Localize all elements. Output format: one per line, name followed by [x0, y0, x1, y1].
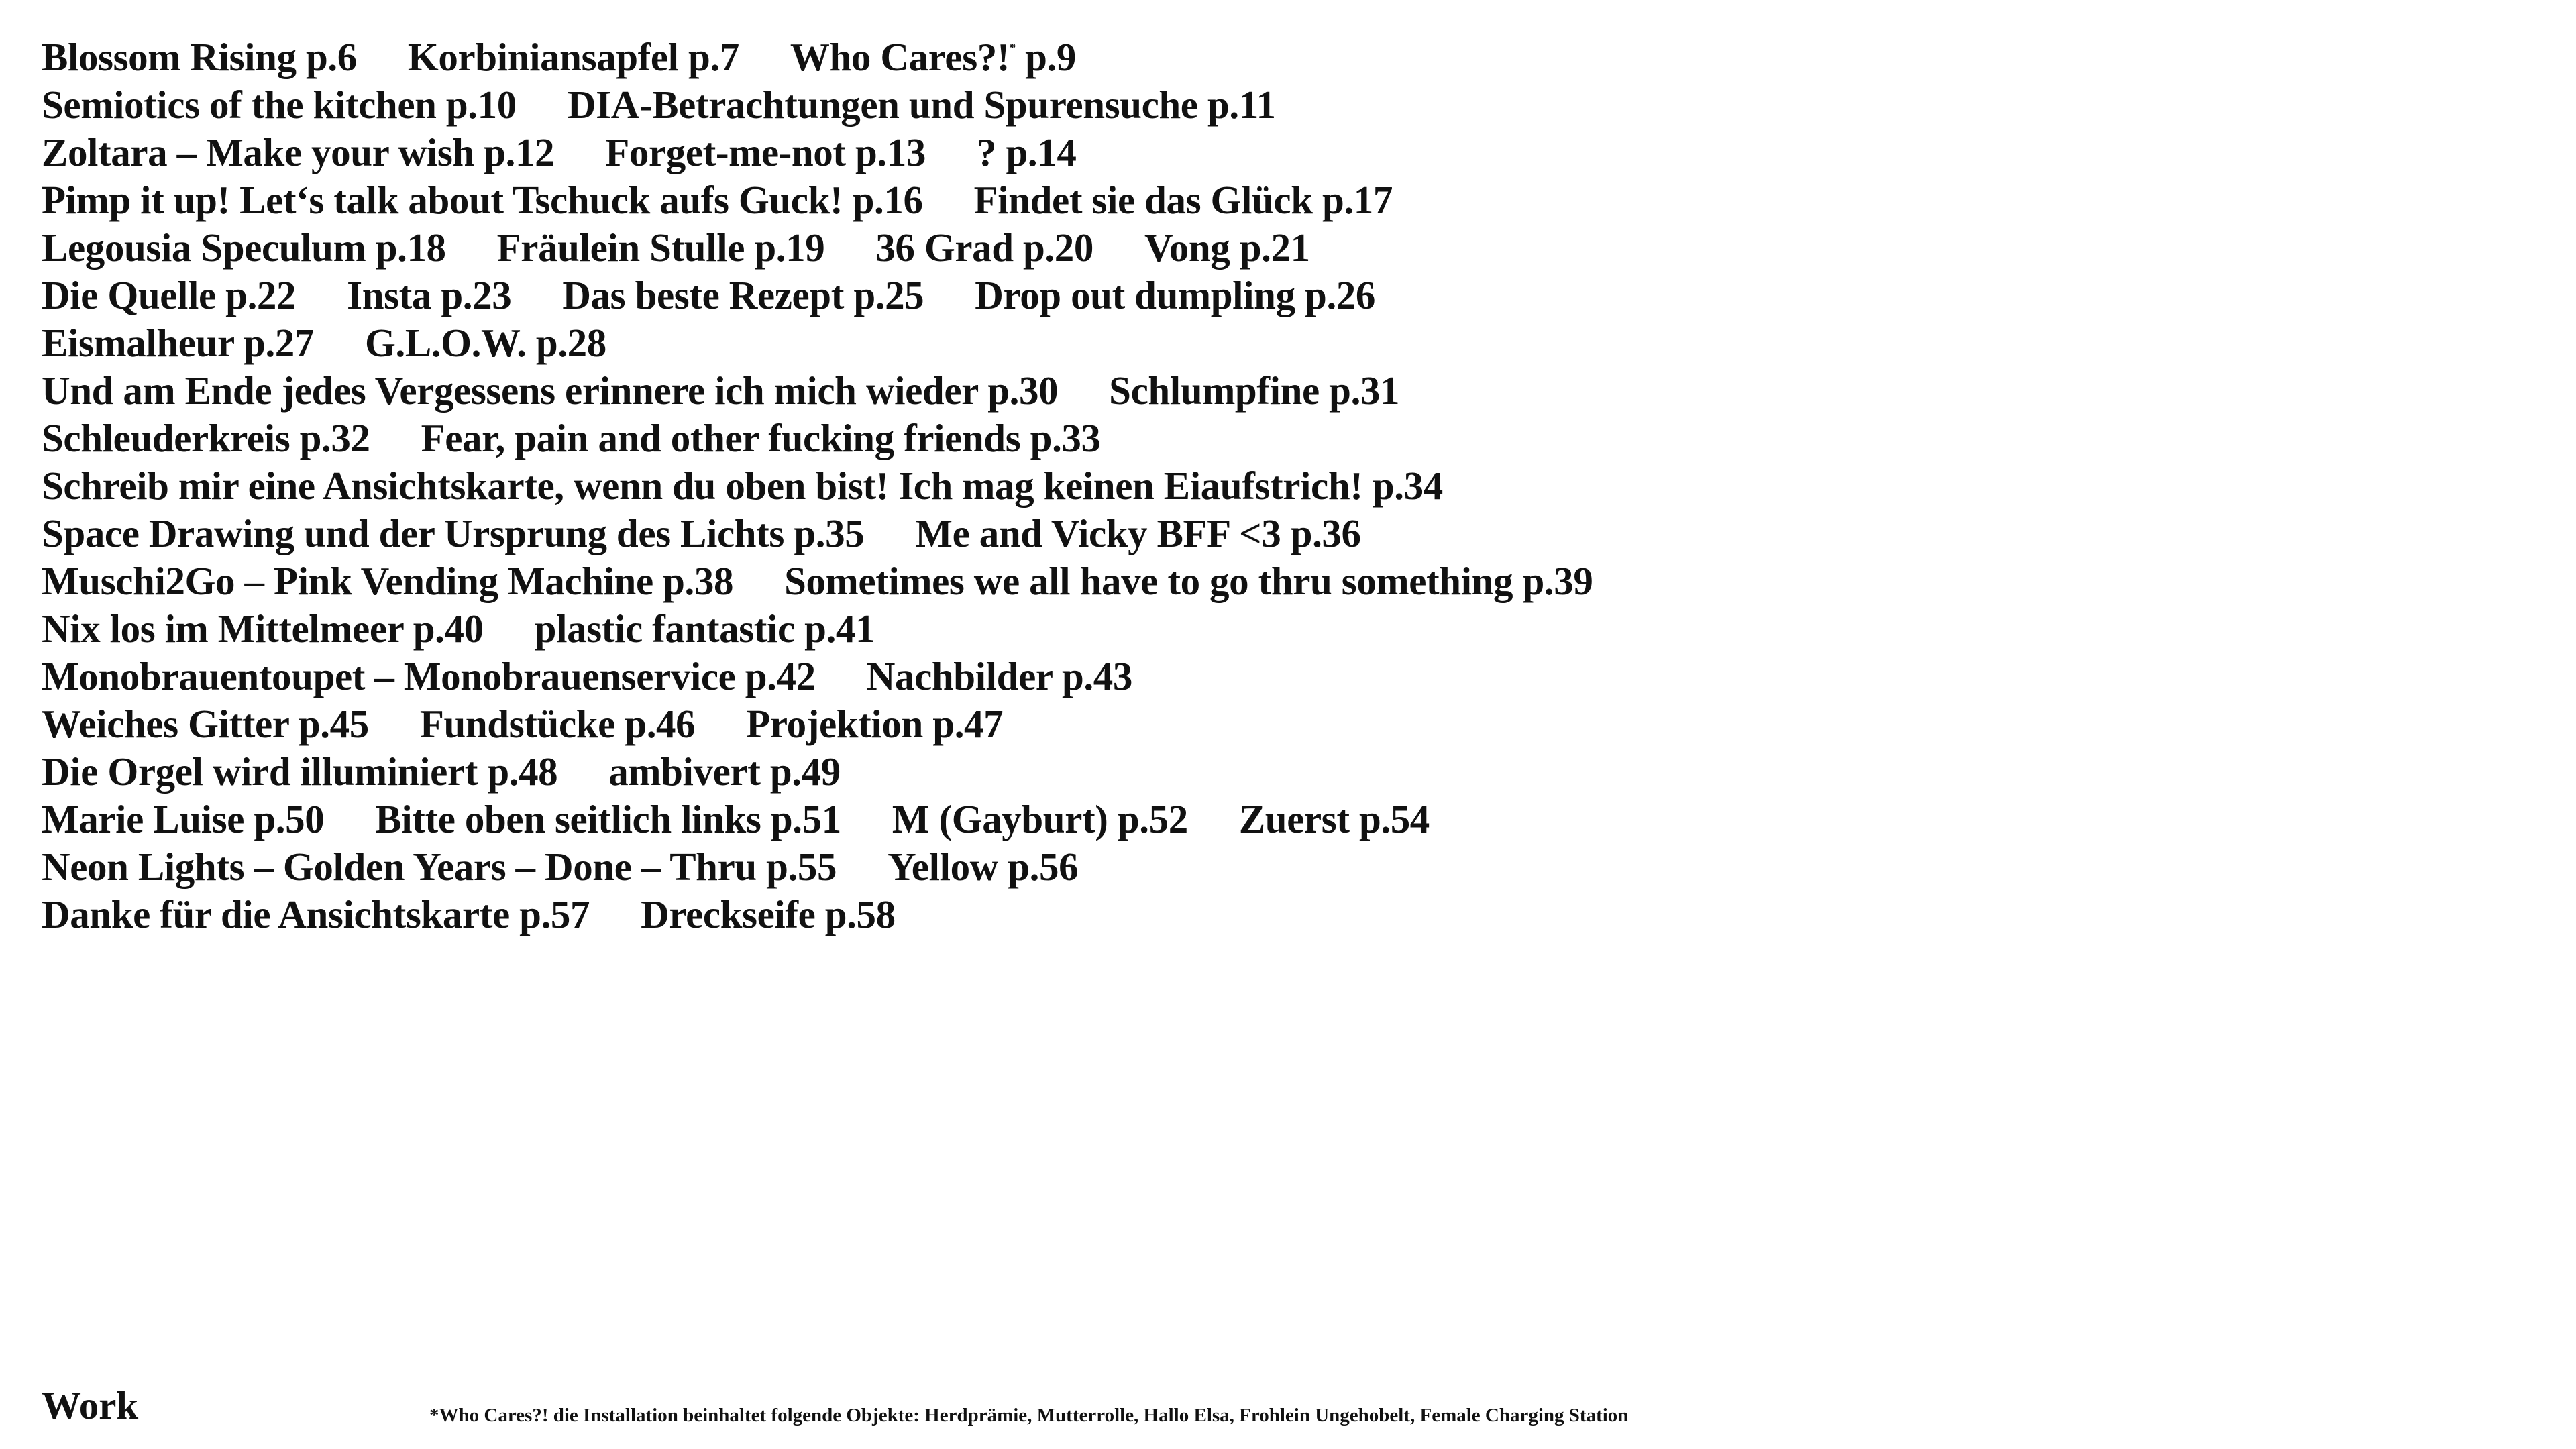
footnote: *Who Cares?! die Installation beinhaltet folgende Objekte: Herdprämie, Mutterrolle, Hallo Elsa, Frohlein Ungehobelt, Female Charging Station: [429, 1405, 1629, 1426]
toc-entry[interactable]: [875, 224, 1093, 272]
entry-title: Drop out dumpling: [975, 273, 1295, 317]
entry-page: p.11: [1207, 83, 1276, 127]
toc-line: [42, 272, 2524, 319]
entry-title: Nix los im Mittelmeer: [42, 606, 404, 651]
toc-entry[interactable]: [605, 129, 926, 176]
entry-title: Korbiniansapfel: [407, 35, 679, 79]
entry-title: Blossom Rising: [42, 35, 297, 79]
entry-title: Fräulein Stulle: [496, 225, 745, 270]
entry-page: p.49: [769, 749, 841, 794]
toc-entry[interactable]: [42, 605, 484, 653]
entry-page: p.54: [1358, 797, 1430, 841]
entry-page: p.55: [766, 845, 837, 889]
entry-page: p.39: [1522, 559, 1593, 603]
entry-title: Legousia Speculum: [42, 225, 366, 270]
toc-line: [42, 891, 2524, 938]
entry-page: p.16: [852, 178, 923, 222]
entry-title: Me and Vicky BFF <3: [915, 511, 1281, 555]
entry-title: Muschi2Go – Pink Vending Machine: [42, 559, 653, 603]
toc-line: [42, 129, 2524, 176]
toc-entry[interactable]: [42, 796, 324, 843]
entry-page: p.17: [1322, 178, 1393, 222]
entry-page: p.27: [244, 321, 315, 365]
entry-title: ambivert: [608, 749, 761, 794]
toc-line: [42, 796, 2524, 843]
entry-title: M (Gayburt): [892, 797, 1108, 841]
toc-entry[interactable]: [1144, 224, 1310, 272]
entry-title: plastic fantastic: [534, 606, 795, 651]
toc-entry[interactable]: [42, 176, 923, 224]
entry-title: Die Quelle: [42, 273, 216, 317]
toc-entry[interactable]: [42, 891, 590, 938]
toc-entry[interactable]: [42, 129, 554, 176]
entry-title: Sometimes we all have to go thru something: [784, 559, 1513, 603]
toc-entry[interactable]: [568, 81, 1276, 129]
toc-entry[interactable]: [42, 319, 314, 367]
entry-page: p.7: [688, 35, 739, 79]
toc-entry[interactable]: [421, 415, 1101, 462]
entry-page: p.40: [413, 606, 484, 651]
entry-title: Bitte oben seitlich links: [375, 797, 761, 841]
entry-title: Semiotics of the kitchen: [42, 83, 437, 127]
entry-page: p.32: [299, 416, 370, 460]
toc-entry[interactable]: [562, 272, 924, 319]
entry-title: Weiches Gitter: [42, 702, 289, 746]
toc-entry[interactable]: [790, 34, 1076, 81]
toc-entry[interactable]: [977, 129, 1076, 176]
toc-line: [42, 700, 2524, 748]
toc-entry[interactable]: [1109, 367, 1399, 415]
toc-entry[interactable]: [42, 557, 733, 605]
entry-title: Eismalheur: [42, 321, 234, 365]
toc-entry[interactable]: [42, 462, 1443, 510]
toc-entry[interactable]: [892, 796, 1188, 843]
toc-entry[interactable]: [408, 34, 739, 81]
entry-page: p.10: [445, 83, 517, 127]
entry-title: Who Cares?!: [790, 35, 1010, 79]
entry-page: p.35: [794, 511, 865, 555]
toc-line: [42, 224, 2524, 272]
entry-page: p.6: [306, 35, 357, 79]
toc-entry[interactable]: [42, 224, 446, 272]
entry-title: Findet sie das Glück: [973, 178, 1313, 222]
entry-title: Schlumpfine: [1109, 368, 1320, 413]
entry-page: p.56: [1008, 845, 1079, 889]
toc-line: [42, 34, 2524, 81]
entry-page: p.18: [375, 225, 446, 270]
entry-page: p.51: [770, 797, 841, 841]
toc-entry[interactable]: [42, 748, 557, 796]
entry-page: p.50: [254, 797, 325, 841]
entry-page: p.23: [441, 273, 512, 317]
entry-page: p.30: [987, 368, 1059, 413]
toc-entry[interactable]: [420, 700, 695, 748]
toc-entry[interactable]: [535, 605, 875, 653]
toc-entry[interactable]: [975, 272, 1375, 319]
entry-title: Schreib mir eine Ansichtskarte, wenn du oben bist! Ich mag keinen Eiaufstrich!: [42, 464, 1363, 508]
entry-page: p.47: [932, 702, 1004, 746]
entry-page: p.19: [754, 225, 825, 270]
entry-title: G.L.O.W.: [365, 321, 527, 365]
entry-page: p.12: [484, 130, 555, 174]
entry-page: p.31: [1329, 368, 1400, 413]
entry-page: p.9: [1025, 35, 1076, 79]
toc-entry[interactable]: [365, 319, 606, 367]
entry-page: p.34: [1372, 464, 1443, 508]
entry-title: Zoltara – Make your wish: [42, 130, 474, 174]
toc-entry[interactable]: [42, 367, 1058, 415]
entry-title: Yellow: [888, 845, 998, 889]
toc-entry[interactable]: [42, 34, 357, 81]
toc-line: [42, 462, 2524, 510]
entry-title: Schleuderkreis: [42, 416, 290, 460]
entry-page: p.58: [824, 892, 896, 936]
toc-line: [42, 319, 2524, 367]
entry-title: ?: [976, 130, 997, 174]
toc-line: [42, 843, 2524, 891]
toc-line: [42, 415, 2524, 462]
entry-page: p.38: [663, 559, 734, 603]
entry-page: p.46: [625, 702, 696, 746]
entry-title: Die Orgel wird illuminiert: [42, 749, 478, 794]
toc-entry[interactable]: [784, 557, 1593, 605]
entry-title: 36 Grad: [875, 225, 1014, 270]
toc-entry[interactable]: [42, 81, 517, 129]
toc-entry[interactable]: [42, 843, 837, 891]
toc-entry[interactable]: [375, 796, 841, 843]
entry-title: DIA-Betrachtungen und Spurensuche: [567, 83, 1198, 127]
toc-entry[interactable]: [347, 272, 511, 319]
entry-title: Pimp it up! Let‘s talk about Tschuck aufs Guck!: [42, 178, 843, 222]
entry-title: Nachbilder: [866, 654, 1053, 698]
entry-title: Dreckseife: [641, 892, 816, 936]
entry-title: Danke für die Ansichtskarte: [42, 892, 510, 936]
entry-page: p.52: [1117, 797, 1188, 841]
table-of-contents: [42, 34, 2524, 938]
entry-page: p.41: [804, 606, 875, 651]
entry-page: p.28: [535, 321, 606, 365]
toc-line: [42, 367, 2524, 415]
entry-page: p.57: [519, 892, 590, 936]
entry-title: Fundstücke: [419, 702, 615, 746]
entry-page: p.22: [225, 273, 297, 317]
entry-page: p.45: [298, 702, 369, 746]
entry-page: p.48: [487, 749, 558, 794]
entry-title: Forget-me-not: [605, 130, 846, 174]
entry-title: Projektion: [746, 702, 923, 746]
toc-entry[interactable]: [746, 700, 1003, 748]
toc-entry[interactable]: [641, 891, 896, 938]
entry-page: p.13: [855, 130, 926, 174]
entry-title: Fear, pain and other fucking friends: [421, 416, 1021, 460]
toc-entry[interactable]: [608, 748, 841, 796]
entry-page: p.20: [1023, 225, 1093, 270]
toc-entry[interactable]: [42, 653, 816, 700]
entry-page: p.14: [1006, 130, 1077, 174]
toc-entry[interactable]: [1239, 796, 1430, 843]
toc-entry[interactable]: [42, 415, 370, 462]
entry-title: Monobrauentoupet – Monobrauenservice: [42, 654, 736, 698]
toc-entry[interactable]: [974, 176, 1393, 224]
entry-title: Space Drawing und der Ursprung des Lichts: [42, 511, 784, 555]
toc-entry[interactable]: [888, 843, 1078, 891]
toc-line: [42, 176, 2524, 224]
toc-entry[interactable]: [497, 224, 825, 272]
entry-page: p.25: [853, 273, 924, 317]
toc-line: [42, 605, 2524, 653]
entry-page: p.43: [1061, 654, 1132, 698]
toc-line: [42, 510, 2524, 557]
entry-title: Neon Lights – Golden Years – Done – Thru: [42, 845, 757, 889]
entry-page: p.42: [745, 654, 816, 698]
entry-page: p.21: [1239, 225, 1310, 270]
toc-entry[interactable]: [915, 510, 1360, 557]
entry-page: p.36: [1290, 511, 1361, 555]
entry-title: Zuerst: [1238, 797, 1350, 841]
toc-line: [42, 653, 2524, 700]
entry-title: Und am Ende jedes Vergessens erinnere ich mich wieder: [42, 368, 978, 413]
section-title: Work: [42, 1383, 139, 1428]
entry-title: Das beste Rezept: [562, 273, 844, 317]
toc-entry[interactable]: [867, 653, 1132, 700]
entry-page: p.26: [1305, 273, 1375, 317]
entry-page: p.33: [1030, 416, 1101, 460]
toc-entry[interactable]: [42, 510, 864, 557]
entry-title: Marie Luise: [42, 797, 245, 841]
toc-line: [42, 557, 2524, 605]
toc-entry[interactable]: [42, 272, 296, 319]
toc-line: [42, 81, 2524, 129]
toc-line: [42, 748, 2524, 796]
toc-entry[interactable]: [42, 700, 369, 748]
entry-title: Insta: [347, 273, 432, 317]
entry-title: Vong: [1144, 225, 1230, 270]
footnote-marker: *: [1010, 41, 1016, 54]
